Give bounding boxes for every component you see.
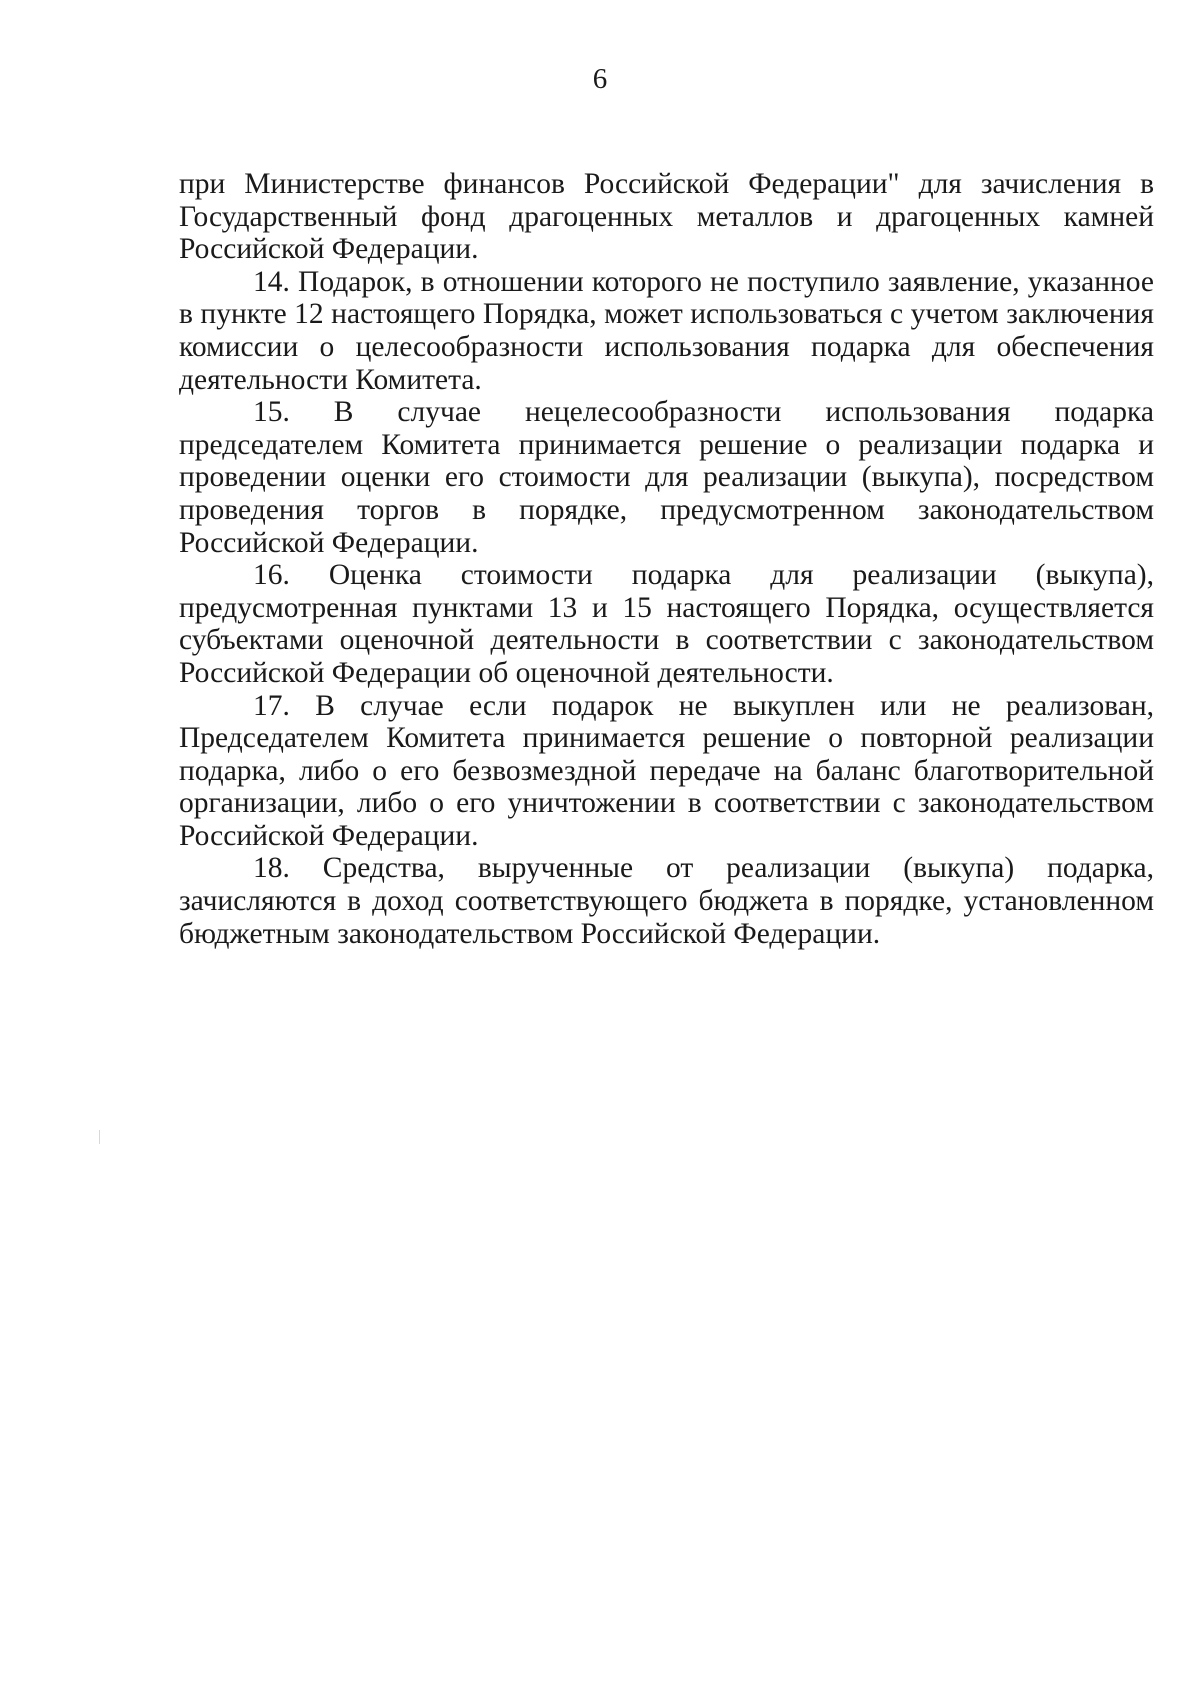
- paragraph-16: 16. Оценка стоимости подарка для реализации (выкупа), предусмотренная пунктами 13 и 15 настоящего Порядка, осуществляется субъектами оценочной деятельности в соответствии с законодательством Российской Федерации об оценочной деятельности.: [179, 559, 1154, 689]
- paragraph-17: 17. В случае если подарок не выкуплен или не реализован, Председателем Комитета принимается решение о повторной реализации подарка, либо о его безвозмездной передаче на баланс благотворительной организации, либо о его уничтожении в соответствии с законодательством Российской Федерации.: [179, 689, 1154, 852]
- paragraph-14: 14. Подарок, в отношении которого не поступило заявление, указанное в пункте 12 настоящего Порядка, может использоваться с учетом заключения комиссии о целесообразности использования подарка для обеспечения деятельности Комитета.: [179, 265, 1154, 396]
- paragraph-18: 18. Средства, вырученные от реализации (выкупа) подарка, зачисляются в доход соответствующего бюджета в порядке, установленном бюджетным законодательством Российской Федерации.: [179, 852, 1154, 950]
- paragraph-15: 15. В случае нецелесообразности использования подарка председателем Комитета принимается решение о реализации подарка и проведении оценки его стоимости для реализации (выкупа), посредством проведения торгов в порядке, предусмотренном законодательством Российской Федерации.: [179, 396, 1154, 559]
- scan-artifact: [99, 1130, 100, 1144]
- page-number: 6: [592, 63, 608, 95]
- paragraph-continuation: при Министерстве финансов Российской Федерации" для зачисления в Государственный фонд драгоценных металлов и драгоценных камней Российской Федерации.: [179, 168, 1154, 266]
- document-body: [179, 168, 1154, 950]
